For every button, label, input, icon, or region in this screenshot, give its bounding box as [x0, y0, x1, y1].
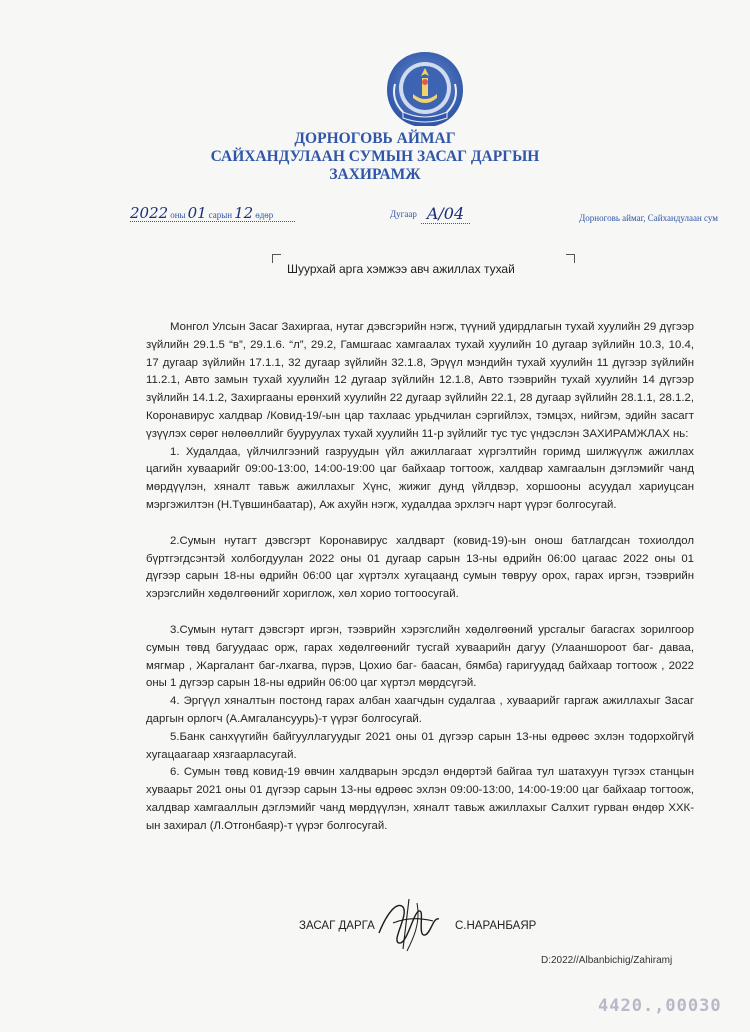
clause-6: 6. Сумын төвд ковид-19 өвчин халдварын эрсдэл өндөртэй байгаа тул шатахуун түгээх станцын хуваарьт 2021 оны 01 дүгээр сарын 13-ны өдрөөс эхлэн 09:00-13:00, 14:00-19:00 цаг байхаар тогтоож, халдвар хамгааллын дэглэмийг чанд мөрдүүлэн, хяналт тавьж ажиллахыг Салхит гурван өндөр ХХК-ын захирал (Л.Отгонбаяр)-т үүрэг болгосугай. [146, 766, 694, 832]
date-month-suffix: сарын [208, 210, 233, 220]
date-year: 2022 [130, 204, 169, 222]
document-number [390, 204, 470, 224]
issuing-province: ДОРНОГОВЬ АЙМАГ [294, 130, 456, 147]
number-value: A/04 [421, 204, 470, 224]
signatory-title: ЗАСАГ ДАРГА [299, 920, 375, 932]
issuing-office: САЙХАНДУЛААН СУМЫН ЗАСАГ ДАРГЫН [210, 148, 540, 165]
document-subject: Шуурхай арга хэмжээ авч ажиллах тухай [287, 262, 515, 276]
clause-4: 4. Эргүүл хяналтын постонд гарах албан хаагчдын судалгаа , хуваарийг гаргаж ажиллахыг Засаг даргын орлогч (А.Амгалансуурь)-т үүрэг болгосугай. [146, 695, 694, 725]
date-day: 12 [234, 204, 254, 222]
signatory-name: С.НАРАНБАЯР [455, 920, 537, 932]
preamble-paragraph: Монгол Улсын Засаг Захиргаа, нутаг дэвсгэрийн нэгж, түүний удирдлагын тухай хуулийн 29 дүгээр зүйлийн 29.1.5 “в”, 29.1.6. “л”, 29.2, Гамшгаас хамгаалах тухай хуулийн 10 дугаар зүйлийн 10.3, 10.4, 17 дугаар зүйлийн 17.1.1, 32 дугаар зүйлийн 32.1.8, Эрүүл мэндийн тухай хуулийн 11 дүгээр зүйлийн 11.2.1, Авто замын тухай хуулийн 12 дугаар зүйлийн 12.1.8, Авто тээврийн тухай хуулийн 14 дүгээр зүйлийн 14.1.2, Захиргааны ерөнхий хуулийн 22 дугаар зүйлийн 22.1, 28 дугаар зүйлийн 28.1.1, 28.1.2, Коронавирус халдвар /Ковид-19/-ын цар тахлаас урьдчилан сэргийлэх, тэмцэх, нийгэм, эдийн засагт үзүүлэх сөрөг нөлөөллийг бууруулах тухай хуулийн 11-р зүйлийг тус тус үндэслэн ЗАХИРАМЖЛАХ нь: [146, 321, 694, 440]
subject-corner-left [272, 254, 281, 263]
date-year-suffix: оны [170, 210, 186, 220]
file-reference: D:2022//Albanbichig/Zahiramj [541, 955, 673, 966]
issue-place: Дорноговь аймаг, Сайхандулаан сум [579, 213, 718, 223]
clause-5: 5.Банк санхүүгийн байгууллагуудыг 2021 оны 01 дүгээр сарын 13-ны өдрөөс эхлэн тодорхойгүй хугацаагаар хязгаарласугай. [146, 730, 694, 761]
date-underline [130, 221, 295, 222]
clause-1: 1. Худалдаа, үйлчилгээний газруудын үйл ажиллагаат хүргэлтийн горимд шилжүүлж ажиллах цагийн хуваарийг 09:00-13:00, 14:00-19:00 цаг байхаар тогтоож, халдвар хамгаалын дэглэмийг чанд мөрдүүлэн, хяналт тавьж ажиллахыг Хүнс, жижиг дунд үйлдвэр, хоршооны асуудал хариуцсан мэргэжилтэн (Н.Түвшинбаатар), Аж ахуйн нэгж, худалдаа эрхлэгч нарт үүрэг болгосугай. [146, 445, 694, 511]
document-type: ЗАХИРАМЖ [329, 166, 421, 183]
clause-3: 3.Сумын нутагт дэвсгэрт иргэн, тээврийн хэрэгслийн хөдөлгөөний урсгалыг багасгах зорилгоор сумын төвд багуудаас орж, гарах хөдөлгөөнийг тусгай хуваарийн дагуу (Улааншороот баг- даваа, мягмар , Жаргалант баг-лхагва, пүрэв, Цохио баг- баасан, бямба) гаригуудад байхаар тогтоож , 2022 оны 1 дүгээр сарын 18-ны өдрийн 06:00 цаг хүртэл мөрдсүгэй. [146, 623, 694, 690]
document-body [146, 319, 694, 836]
handwritten-signature-icon [373, 893, 449, 953]
issue-date [130, 204, 290, 224]
date-day-suffix: өдөр [255, 210, 274, 220]
clause-2: 2.Сумын нутагт дэвсгэрт Коронавирус халдварт (ковид-19)-ын онош батлагдсан тохиолдол бүртгэгдсэнтэй холбогдуулан 2022 оны 01 дугаар сарын 13-ны өдрийн 06:00 цагаас 2022 оны 01 дүгээр сарын 18-ны өдрийн 06:00 цаг хүртэлх хугацаанд сумын төвруу орох, гарах иргэн, тээврийн хэрэгслийн хөдөлгөөнийг хориглож, хөл хорио тогтоосугай. [146, 534, 694, 601]
subject-corner-right [566, 254, 575, 263]
mongolia-state-emblem-icon [385, 50, 465, 128]
date-month: 01 [187, 204, 207, 222]
number-label: Дугаар [390, 209, 417, 219]
registration-stamp-number: 4420.,00030 [598, 996, 722, 1016]
